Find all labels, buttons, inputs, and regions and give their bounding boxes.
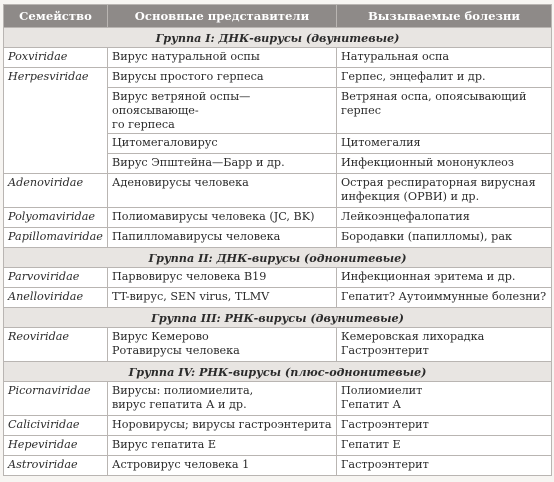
representative-line: Полиомавирусы человека (JC, BK)	[112, 210, 315, 223]
disease-cell	[337, 88, 552, 134]
family-cell	[4, 88, 108, 134]
representatives-cell	[108, 208, 337, 228]
disease-cell	[337, 174, 552, 208]
header-representatives: Основные представители	[108, 5, 337, 28]
table-row	[4, 68, 552, 88]
disease-line: Гепатит Е	[341, 438, 401, 451]
representatives-cell	[108, 88, 337, 134]
disease-cell	[337, 416, 552, 436]
group-row	[4, 362, 552, 382]
table-row	[4, 88, 552, 134]
table-row	[4, 268, 552, 288]
table-row	[4, 48, 552, 68]
disease-line: Острая респираторная вирусная	[341, 176, 536, 189]
representatives-cell	[108, 174, 337, 208]
table-row	[4, 382, 552, 416]
disease-cell	[337, 456, 552, 476]
disease-line: Гепатит А	[341, 398, 402, 411]
table-row	[4, 456, 552, 476]
representatives-cell	[108, 436, 337, 456]
table-row	[4, 174, 552, 208]
disease-line: Гепатит? Аутоиммунные болезни?	[341, 290, 547, 303]
representative-line: Вирус ветряной оспы— опоясывающе-	[112, 90, 251, 117]
disease-cell	[337, 382, 552, 416]
representative-line: Норовирусы; вирусы гастроэнтерита	[112, 418, 332, 431]
disease-line: Натуральная оспа	[341, 50, 450, 63]
representative-line: Папилломавирусы человека	[112, 230, 281, 243]
representative-line: TT-вирус, SEN virus, TLMV	[112, 290, 270, 303]
table-row	[4, 328, 552, 362]
disease-line: Герпес, энцефалит и др.	[341, 70, 486, 83]
representatives-cell	[108, 416, 337, 436]
group-title: Группа II: ДНК-вирусы (однонитевые)	[4, 248, 552, 268]
representatives-cell	[108, 456, 337, 476]
disease-line: Гастроэнтерит	[341, 344, 429, 357]
representatives-cell	[108, 68, 337, 88]
group-row	[4, 308, 552, 328]
disease-line: Лейкоэнцефалопатия	[341, 210, 470, 223]
representative-line: Вирусы простого герпеса	[112, 70, 264, 83]
representative-line: Вирус натуральной оспы	[112, 50, 260, 63]
family-cell: Astroviridae	[4, 456, 108, 476]
group-title: Группа I: ДНК-вирусы (двунитевые)	[4, 28, 552, 48]
disease-line: герпес	[341, 104, 381, 117]
table-body	[4, 28, 552, 476]
representatives-cell	[108, 48, 337, 68]
table-row	[4, 208, 552, 228]
header-family: Семейство	[4, 5, 108, 28]
family-cell: Reoviridae	[4, 328, 108, 362]
disease-line: Гастроэнтерит	[341, 418, 429, 431]
family-cell	[4, 154, 108, 174]
representative-line: Вирусы: полиомиелита,	[112, 384, 254, 397]
table-row	[4, 416, 552, 436]
header-diseases: Вызываемые болезни	[337, 5, 552, 28]
group-row	[4, 248, 552, 268]
disease-cell	[337, 288, 552, 308]
representatives-cell	[108, 268, 337, 288]
group-title: Группа III: РНК-вирусы (двунитевые)	[4, 308, 552, 328]
representative-line: Вирус Эпштейна—Барр и др.	[112, 156, 285, 169]
disease-cell	[337, 134, 552, 154]
table-row	[4, 134, 552, 154]
representatives-cell	[108, 328, 337, 362]
representative-line: Астровирус человека 1	[112, 458, 250, 471]
family-cell: Adenoviridae	[4, 174, 108, 208]
group-row	[4, 28, 552, 48]
representative-line: Вирус гепатита Е	[112, 438, 217, 451]
disease-cell	[337, 436, 552, 456]
disease-cell	[337, 68, 552, 88]
table-row	[4, 154, 552, 174]
group-title: Группа IV: РНК-вирусы (плюс-однонитевые)	[4, 362, 552, 382]
disease-cell	[337, 268, 552, 288]
representatives-cell	[108, 228, 337, 248]
family-cell: Anelloviridae	[4, 288, 108, 308]
table-row	[4, 436, 552, 456]
disease-line: Инфекционная эритема и др.	[341, 270, 516, 283]
disease-line: Инфекционный мононуклеоз	[341, 156, 515, 169]
representative-line: Ротавирусы человека	[112, 344, 240, 357]
disease-line: инфекция (ОРВИ) и др.	[341, 190, 480, 203]
representatives-cell	[108, 154, 337, 174]
disease-cell	[337, 48, 552, 68]
representative-line: Аденовирусы человека	[112, 176, 249, 189]
family-cell: Hepeviridae	[4, 436, 108, 456]
disease-cell	[337, 228, 552, 248]
representative-line: Вирус Кемерово	[112, 330, 209, 343]
representatives-cell	[108, 382, 337, 416]
family-cell: Parvoviridae	[4, 268, 108, 288]
disease-line: Гастроэнтерит	[341, 458, 429, 471]
representative-line: вирус гепатита А и др.	[112, 398, 247, 411]
virus-table	[3, 4, 552, 476]
family-cell: Caliciviridae	[4, 416, 108, 436]
family-cell: Polyomaviridae	[4, 208, 108, 228]
family-cell: Papillomaviridae	[4, 228, 108, 248]
disease-line: Кемеровская лихорадка	[341, 330, 485, 343]
representatives-cell	[108, 134, 337, 154]
family-cell: Poxviridae	[4, 48, 108, 68]
disease-cell	[337, 328, 552, 362]
representative-line: Парвовирус человека B19	[112, 270, 267, 283]
table-header-row	[4, 5, 552, 28]
table-row	[4, 288, 552, 308]
disease-cell	[337, 154, 552, 174]
family-cell: Picornaviridae	[4, 382, 108, 416]
family-cell: Herpesviridae	[4, 68, 108, 88]
disease-line: Полиомиелит	[341, 384, 423, 397]
table-row	[4, 228, 552, 248]
disease-line: Цитомегалия	[341, 136, 421, 149]
representative-line: Цитомегаловирус	[112, 136, 218, 149]
family-cell	[4, 134, 108, 154]
disease-cell	[337, 208, 552, 228]
disease-line: Бородавки (папилломы), рак	[341, 230, 512, 243]
disease-line: Ветряная оспа, опоясывающий	[341, 90, 527, 103]
representative-line: го герпеса	[112, 118, 175, 131]
representatives-cell	[108, 288, 337, 308]
